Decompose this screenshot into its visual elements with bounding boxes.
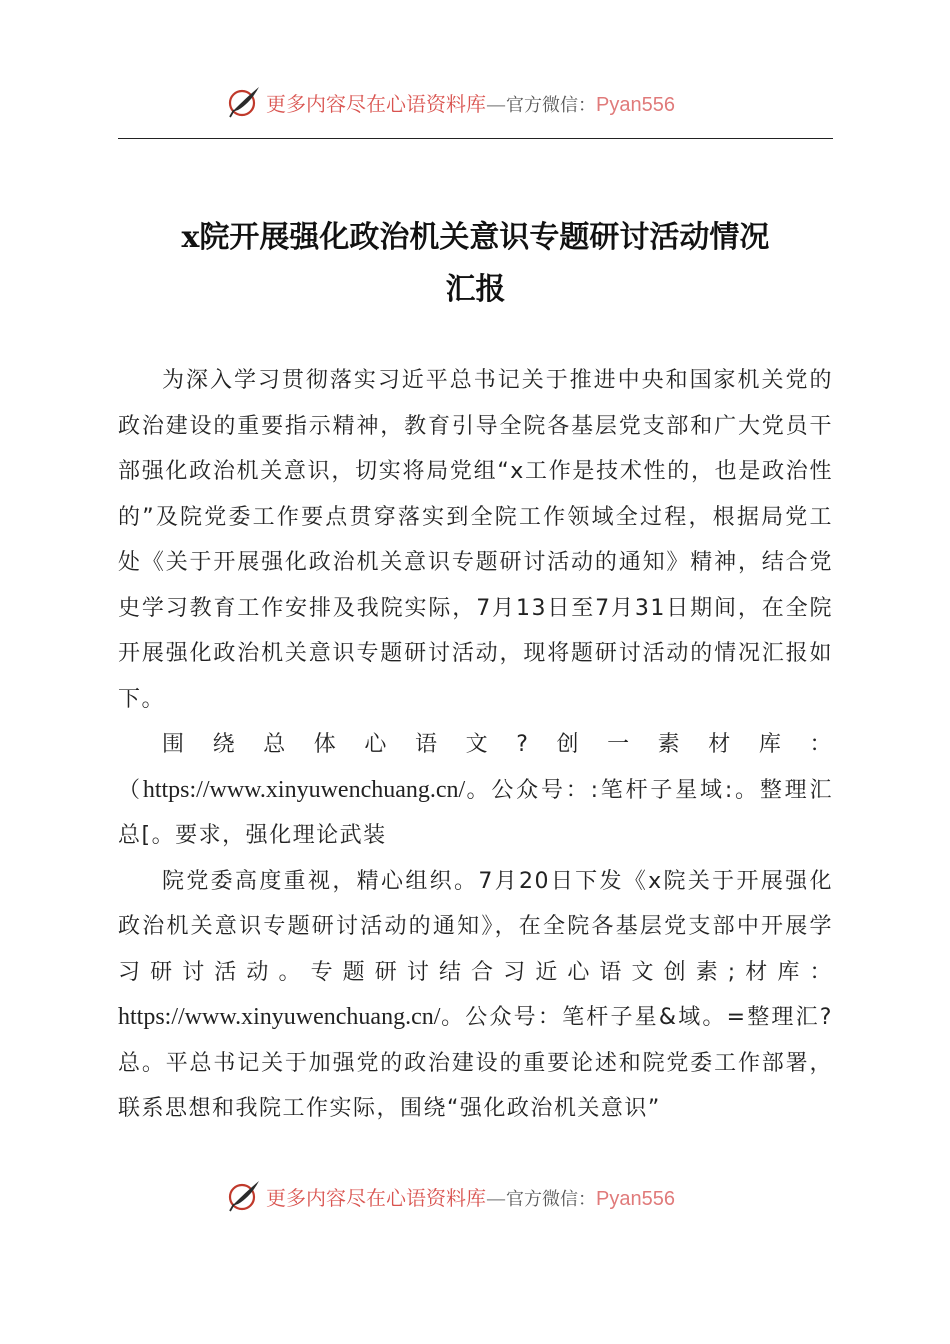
banner-slogan: 更多内容尽在心语资料库 xyxy=(266,91,486,116)
banner-dash: — xyxy=(486,91,506,116)
footer-slogan: 更多内容尽在心语资料库 xyxy=(266,1185,486,1210)
paragraph-organization-tail: 。公众号：笔杆子星&域。=整理汇?总。平总书记关于加强党的政治建设的重要论述和院党委工作部署，联系思想和我院工作实际，围绕“强化政治机关意识” xyxy=(118,1005,833,1121)
quill-logo-icon xyxy=(226,84,262,120)
organization-url-link[interactable]: https://www.xinyuwenchuang.cn/ xyxy=(118,1004,441,1030)
material-url-link[interactable]: https://www.xinyuwenchuang.cn/ xyxy=(142,776,466,803)
paragraph-material-note xyxy=(118,722,833,859)
footer-wechat-label: 官方微信： xyxy=(506,1188,596,1210)
quill-logo-icon xyxy=(226,1178,262,1214)
paragraph-organization-lead: 院党委高度重视，精心组织。7月20日下发《x院关于开展强化政治机关意识专题研讨活动的通知》，在全院各基层党支部中开展学习研讨活动。专题研讨结合习近心语文创素;材库： xyxy=(118,868,833,985)
header-banner xyxy=(0,82,950,122)
footer-dash: — xyxy=(486,1185,506,1210)
document-title xyxy=(118,212,833,316)
header-divider xyxy=(118,138,833,139)
paragraph-material-note-lead: 围绕总体心语文?创一素材库：（ xyxy=(118,732,833,803)
banner-wechat-label: 官方微信： xyxy=(506,94,596,116)
title-line-2: 汇报 xyxy=(445,272,506,307)
paragraph-material-note-tail: 。公众号：:笔杆子星域:。整理汇总[。要求，强化理论武装 xyxy=(118,777,833,848)
document-body xyxy=(118,358,833,1132)
paragraph-organization xyxy=(118,859,833,1132)
footer-banner xyxy=(0,1176,950,1216)
footer-wechat-id: Pyan556 xyxy=(596,1187,675,1210)
title-line-1: x院开展强化政治机关意识专题研讨活动情况 xyxy=(181,220,770,255)
banner-wechat-id: Pyan556 xyxy=(596,93,675,116)
paragraph-intro: 为深入学习贯彻落实习近平总书记关于推进中央和国家机关党的政治建设的重要指示精神，教育引导全院各基层党支部和广大党员干部强化政治机关意识，切实将局党组“x工作是技术性的，也是政治性的”及院党委工作要点贯穿落实到全院工作领域全过程，根据局党工处《关于开展强化政治机关意识专题研讨活动的通知》精神，结合党史学习教育工作安排及我院实际，7月13日至7月31日期间，在全院开展强化政治机关意识专题研讨活动，现将题研讨活动的情况汇报如下。 xyxy=(118,368,833,712)
